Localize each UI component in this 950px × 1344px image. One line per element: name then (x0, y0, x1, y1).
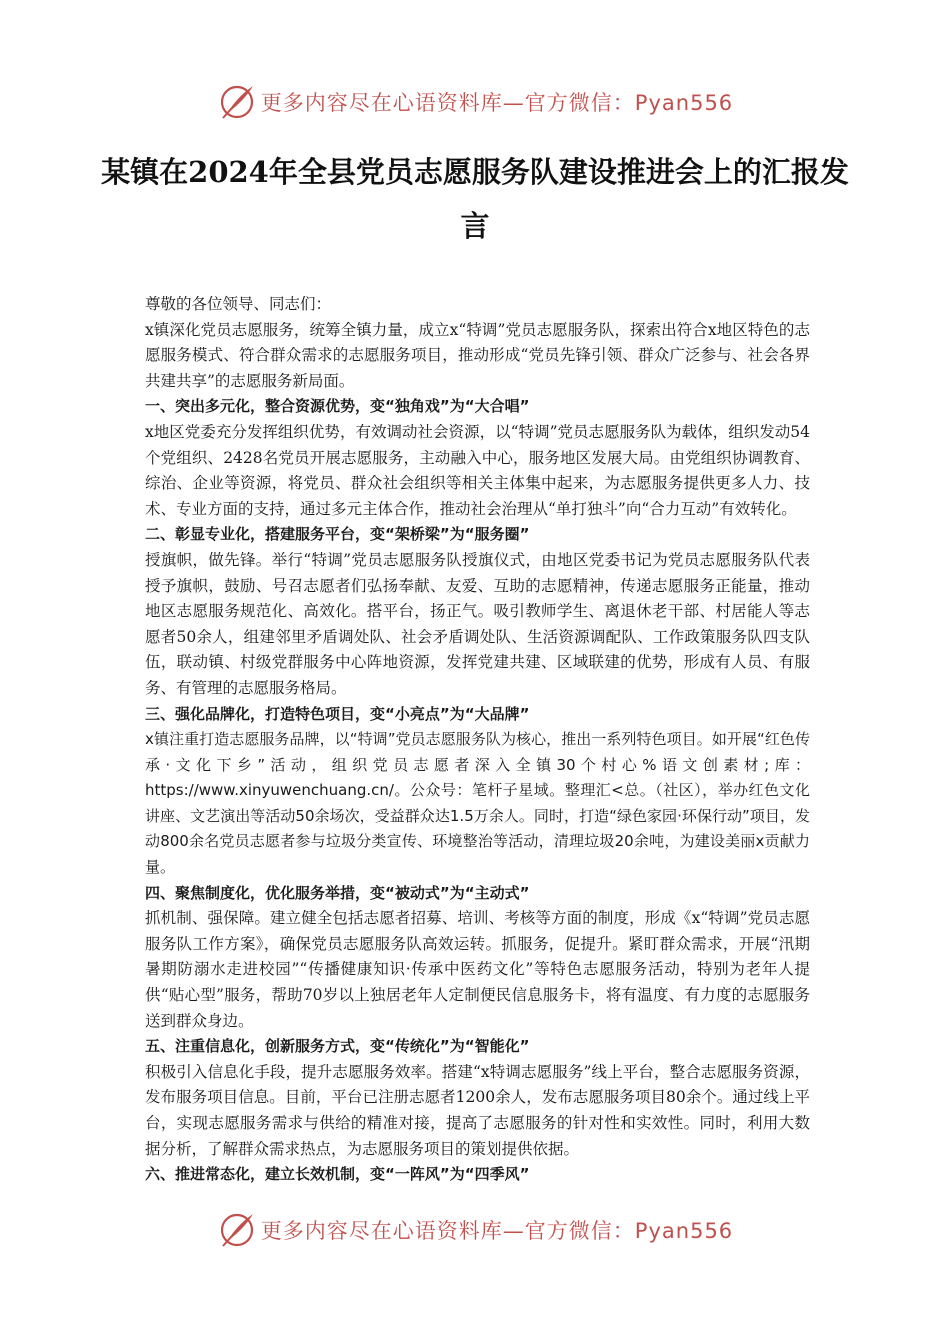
document-body (145, 292, 810, 1188)
section-heading-6: 六、推进常态化，建立长效机制，变“一阵风”为“四季风” (145, 1165, 530, 1184)
quill-pen-logo-icon (217, 1210, 257, 1250)
watermark-text: 更多内容尽在心语资料库—官方微信：Pyan556 (260, 1219, 734, 1243)
section-heading-3: 三、强化品牌化，打造特色项目，变“小亮点”为“大品牌” (145, 704, 530, 723)
section-paragraph-4: 抓机制、强保障。建立健全包括志愿者招募、培训、考核等方面的制度，形成《x“特调”党员志愿服务队工作方案》，确保党员志愿服务队高效运转。抓服务，促提升。紧盯群众需求，开展“汛期暑期防溺水走进校园”“传播健康知识·传承中医药文化”等特色志愿服务活动，特别为老年人提供“贴心型”服务，帮助70岁以上独居老年人定制便民信息服务卡，将有温度、有力度的志愿服务送到群众身边。 (145, 909, 810, 1030)
section-heading-1: 一、突出多元化，整合资源优势，变“独角戏”为“大合唱” (145, 397, 530, 416)
salutation: 尊敬的各位领导、同志们： (145, 295, 332, 313)
document-title: 某镇在2024年全县党员志愿服务队建设推进会上的汇报发言 (101, 155, 849, 243)
section-paragraph-3: x镇注重打造志愿服务品牌，以“特调”党员志愿服务队为核心，推出一系列特色项目。如开展“红色传承·文化下乡”活动，组织党员志愿者深入全镇30个村心%语文创素材;库：https://www.xinyuwenchuang.cn/。公众号：笔杆子星域。整理汇<总。（社区），举办红色文化讲座、文艺演出等活动50余场次，受益群众达1.5万余人。同时，打造“绿色家园·环保行动”项目，发动800余名党员志愿者参与垃圾分类宣传、环境整治等活动，清理垃圾20余吨，为建设美丽x贡献力量。 (145, 730, 810, 877)
watermark-header (0, 80, 950, 124)
section-heading-4: 四、聚焦制度化，优化服务举措，变“被动式”为“主动式” (145, 883, 530, 902)
section-paragraph-2: 授旗帜，做先锋。举行“特调”党员志愿服务队授旗仪式，由地区党委书记为党员志愿服务队代表授予旗帜，鼓励、号召志愿者们弘扬奉献、友爱、互助的志愿精神，传递志愿服务正能量，推动地区志愿服务规范化、高效化。搭平台，扬正气。吸引教师学生、离退休老干部、村居能人等志愿者50余人，组建邻里矛盾调处队、社会矛盾调处队、生活资源调配队、工作政策服务队四支队伍，联动镇、村级党群服务中心阵地资源，发挥党建共建、区域联建的优势，形成有人员、有服务、有管理的志愿服务格局。 (145, 550, 810, 697)
section-heading-2: 二、彰显专业化，搭建服务平台，变“架桥梁”为“服务圈” (145, 525, 530, 544)
section-heading-5: 五、注重信息化，创新服务方式，变“传统化”为“智能化” (145, 1037, 530, 1056)
section-paragraph-1: x地区党委充分发挥组织优势，有效调动社会资源，以“特调”党员志愿服务队为载体，组织发动54个党组织、2428名党员开展志愿服务，主动融入中心，服务地区发展大局。由党组织协调教育、综治、企业等资源，将党员、群众社会组织等相关主体集中起来，为志愿服务提供更多人力、技术、专业方面的支持，通过多元主体合作，推动社会治理从“单打独斗”向“合力互动”有效转化。 (145, 422, 810, 518)
watermark-footer (0, 1208, 950, 1252)
intro-paragraph: x镇深化党员志愿服务，统筹全镇力量，成立x“特调”党员志愿服务队，探索出符合x地区特色的志愿服务模式、符合群众需求的志愿服务项目，推动形成“党员先锋引领、群众广泛参与、社会各界共建共享”的志愿服务新局面。 (145, 320, 810, 390)
section-paragraph-5: 积极引入信息化手段，提升志愿服务效率。搭建“x特调志愿服务”线上平台，整合志愿服务资源，发布服务项目信息。目前，平台已注册志愿者1200余人，发布志愿服务项目80余个。通过线上平台，实现志愿服务需求与供给的精准对接，提高了志愿服务的针对性和实效性。同时，利用大数据分析，了解群众需求热点，为志愿服务项目的策划提供依据。 (145, 1062, 810, 1158)
watermark-text: 更多内容尽在心语资料库—官方微信：Pyan556 (260, 91, 734, 115)
quill-pen-logo-icon (217, 82, 257, 122)
